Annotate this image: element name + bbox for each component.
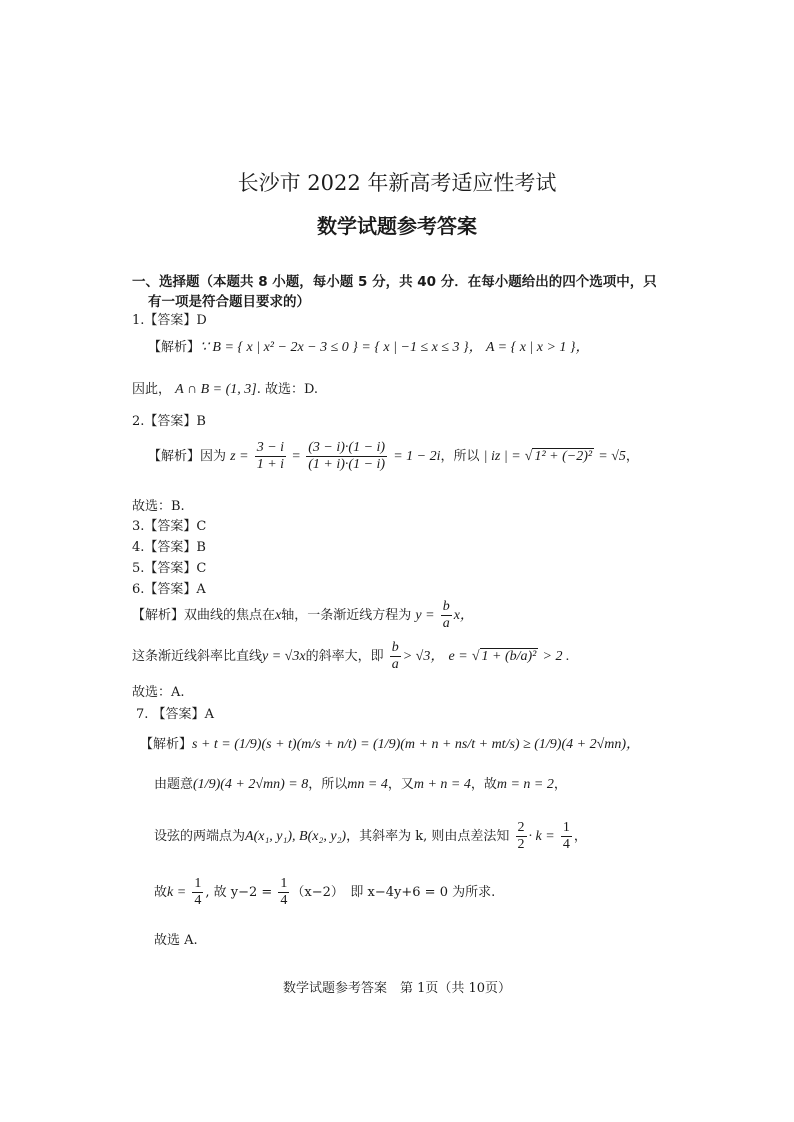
q6-analysis-line [132, 599, 474, 632]
q7-line4-fraction-1 [192, 876, 203, 909]
q7-line2-prefix: 由题意 [154, 777, 194, 792]
q6-asym-fraction [441, 599, 452, 632]
q7-line4-k: k = [167, 885, 187, 900]
q2-answer-label: 【答案】 [144, 414, 197, 429]
q6-ineq-num: b [391, 640, 399, 655]
q7-formula1: s + t = (1/9)(s + t)(m/s + n/t) = (1/9)(m + n + ns/t + mt/s) ≥ (1/9)(4 + 2√mn)， [192, 737, 641, 752]
q7-line3-math1: A(x₁, y₁), B(x₂, y₂) [245, 829, 347, 844]
q6-analysis-line2: 这条渐近线斜率比直线y = √3x的斜率大，即 $\frac{b}{a}$ > √3， e = √ 1 + (b/a)² > 2 . [132, 640, 570, 672]
q7-line3-end: ， [573, 829, 587, 844]
q5-answer-line [132, 557, 206, 576]
q6-ineq-den: a [391, 657, 399, 672]
q6-line2-text1: 这条渐近线斜率比直线 [132, 649, 263, 664]
q2-analysis-label: 【解析】 [148, 449, 201, 464]
q1-analysis-line [148, 336, 590, 356]
q1-conclusion-suffix: . 故选：D. [256, 382, 319, 397]
q7-line2-math: (1/9)(4 + 2√mn) = 8 [193, 777, 309, 792]
q2-fraction-1-num: 3 − i [256, 440, 285, 455]
page-title: 长沙市 2022 年新高考适应性考试 [237, 171, 557, 195]
q1-conclusion-prefix: 因此， [132, 382, 172, 397]
page-footer: 数学试题参考答案 第 1页（共 10页） [282, 981, 512, 996]
q2-conclusion: 故选：B. [132, 499, 185, 514]
q6-ineq-fraction [390, 640, 401, 673]
q7-line2-math3: m + n = 4 [413, 777, 471, 792]
q7-line4-text3: （x−2） 即 x−4y+6 = 0 为所求. [291, 885, 496, 900]
q3-answer-line [132, 515, 206, 534]
section-heading-line1: 一、选择题（本题共 8 小题，每小题 5 分，共 40 分．在每小题给出的四个选项中，只 [132, 274, 657, 290]
q4-answer-label: 【答案】 [144, 540, 197, 555]
q7-line3-fraction-2 [561, 820, 572, 853]
q7-line3-fraction-1 [516, 820, 527, 853]
q6-asym-rhs: x， [453, 608, 474, 623]
q6-analysis-text1: 双曲线的焦点在 [184, 608, 276, 623]
q7-answer-line [136, 703, 214, 722]
q7-line3-mid: · k = [528, 829, 555, 844]
q6-e-lhs: e = [448, 649, 468, 664]
q2-text-prefix: 因为 [200, 449, 227, 464]
q2-answer-line [132, 410, 206, 429]
q7-analysis-label: 【解析】 [140, 737, 193, 752]
q4-answer-line [132, 536, 206, 555]
q7-line2-mid3: ，故 [470, 777, 497, 792]
q7-line4 [154, 876, 495, 909]
q1-number: 1. [132, 313, 145, 328]
q2-fraction-2-num: (3 − i)·(1 − i) [308, 440, 386, 455]
q6-e-rhs: > 2 . [542, 649, 570, 664]
q7-line3-f2-num: 1 [562, 820, 570, 835]
q2-analysis-line: 【解析】因为 z = $\frac{3 - i}{1 + i}$ = $\frac{(3 - i)\cdot(1 - i)}{(1 + i)\cdot(1 - i)}$ = 1 − 2i，所以 | iz | = √ 1² + (−2)² = √5， [148, 440, 639, 472]
q1-answer-line [132, 309, 207, 328]
q6-answer-label: 【答案】 [144, 582, 197, 597]
q7-line3-text2: ，其斜率为 k, 则由点差法知 [346, 829, 510, 844]
q7-line3 [154, 820, 587, 853]
section-heading-line2: 有一项是符合题目要求的） [148, 294, 310, 310]
page-subtitle: 数学试题参考答案 [317, 214, 477, 238]
q2-text-mid: ，所以 [440, 449, 480, 464]
q7-line3-f1-den: 2 [517, 837, 525, 852]
q7-line3-text1: 设弦的两端点为 [154, 829, 246, 844]
q6-e-sqrt: 1 + (b/a)² [481, 649, 537, 664]
q2-final: = √5 [598, 449, 626, 464]
q1-intersection-math: A ∩ B = (1, 3] [175, 382, 257, 397]
q7-line4-f-num: 1 [194, 876, 202, 891]
q7-line4-f2-num: 1 [280, 876, 288, 891]
q7-number: 7. [136, 707, 149, 722]
q2-z-eq: z = [230, 449, 249, 464]
q7-answer-label: 【答案】 [152, 707, 205, 722]
q2-abs-expr: | iz | = [483, 449, 521, 464]
q2-sqrt-expr: 1² + (−2)² [534, 449, 593, 464]
q6-analysis-text2: 轴，一条渐近线方程为 [281, 608, 412, 623]
q7-line3-f1-num: 2 [517, 820, 525, 835]
q7-line2-mid2: ，又 [387, 777, 414, 792]
q2-answer-value: B [196, 414, 206, 429]
q6-asym-num: b [442, 599, 450, 614]
q6-conclusion: 故选：A. [132, 685, 185, 700]
q2-fraction-2-den: (1 + i)·(1 − i) [308, 457, 386, 472]
q6-number: 6. [132, 582, 145, 597]
q7-line2-mid1: ，所以 [308, 777, 348, 792]
q7-line4-f-den: 4 [194, 893, 202, 908]
q5-number: 5. [132, 561, 145, 576]
q7-line2 [154, 773, 567, 793]
q2-result: = 1 − 2i [393, 449, 441, 464]
q6-line2-math1: y = √3x [262, 649, 306, 664]
q4-number: 4. [132, 540, 145, 555]
q7-line4-text1: 故 [154, 885, 168, 900]
q7-line2-math4: m = n = 2 [496, 777, 554, 792]
q1-answer-value: D [196, 313, 207, 328]
q4-answer-value: B [196, 540, 206, 555]
q3-number: 3. [132, 519, 145, 534]
q2-number: 2. [132, 414, 145, 429]
q3-answer-label: 【答案】 [144, 519, 197, 534]
q7-line4-f2-den: 4 [280, 893, 288, 908]
q6-answer-value: A [196, 582, 206, 597]
q1-set-formula: ∵ B = { x | x² − 2x − 3 ≤ 0 } = { x | −1 ≤ x ≤ 3 }， A = { x | x > 1 }， [200, 340, 590, 355]
q7-line3-f2-den: 4 [562, 837, 570, 852]
q3-answer-value: C [196, 519, 207, 534]
q6-ineq-rhs: > √3， [402, 649, 445, 664]
q6-asym-lhs: y = [415, 608, 435, 623]
q7-line2-math2: mn = 4 [347, 777, 388, 792]
q7-analysis-line [140, 733, 640, 753]
q5-answer-value: C [196, 561, 207, 576]
q5-answer-label: 【答案】 [144, 561, 197, 576]
q2-fraction-1 [255, 440, 286, 473]
q1-conclusion-line [132, 378, 318, 398]
q7-line2-end: ， [553, 777, 567, 792]
q6-answer-line [132, 578, 206, 597]
q1-answer-label: 【答案】 [144, 313, 197, 328]
q1-analysis-label: 【解析】 [148, 340, 201, 355]
q6-asym-den: a [442, 616, 450, 631]
q2-fraction-1-den: 1 + i [256, 457, 285, 472]
q7-answer-value: A [204, 707, 214, 722]
q6-analysis-label: 【解析】 [132, 608, 185, 623]
q6-x-var: x [275, 608, 282, 623]
q7-line4-text2: , 故 y−2 = [205, 885, 273, 900]
q2-fraction-2 [306, 440, 387, 473]
q7-line4-fraction-2 [278, 876, 289, 909]
q6-line2-text2: 的斜率大，即 [305, 649, 384, 664]
q7-conclusion: 故选 A. [154, 933, 198, 948]
